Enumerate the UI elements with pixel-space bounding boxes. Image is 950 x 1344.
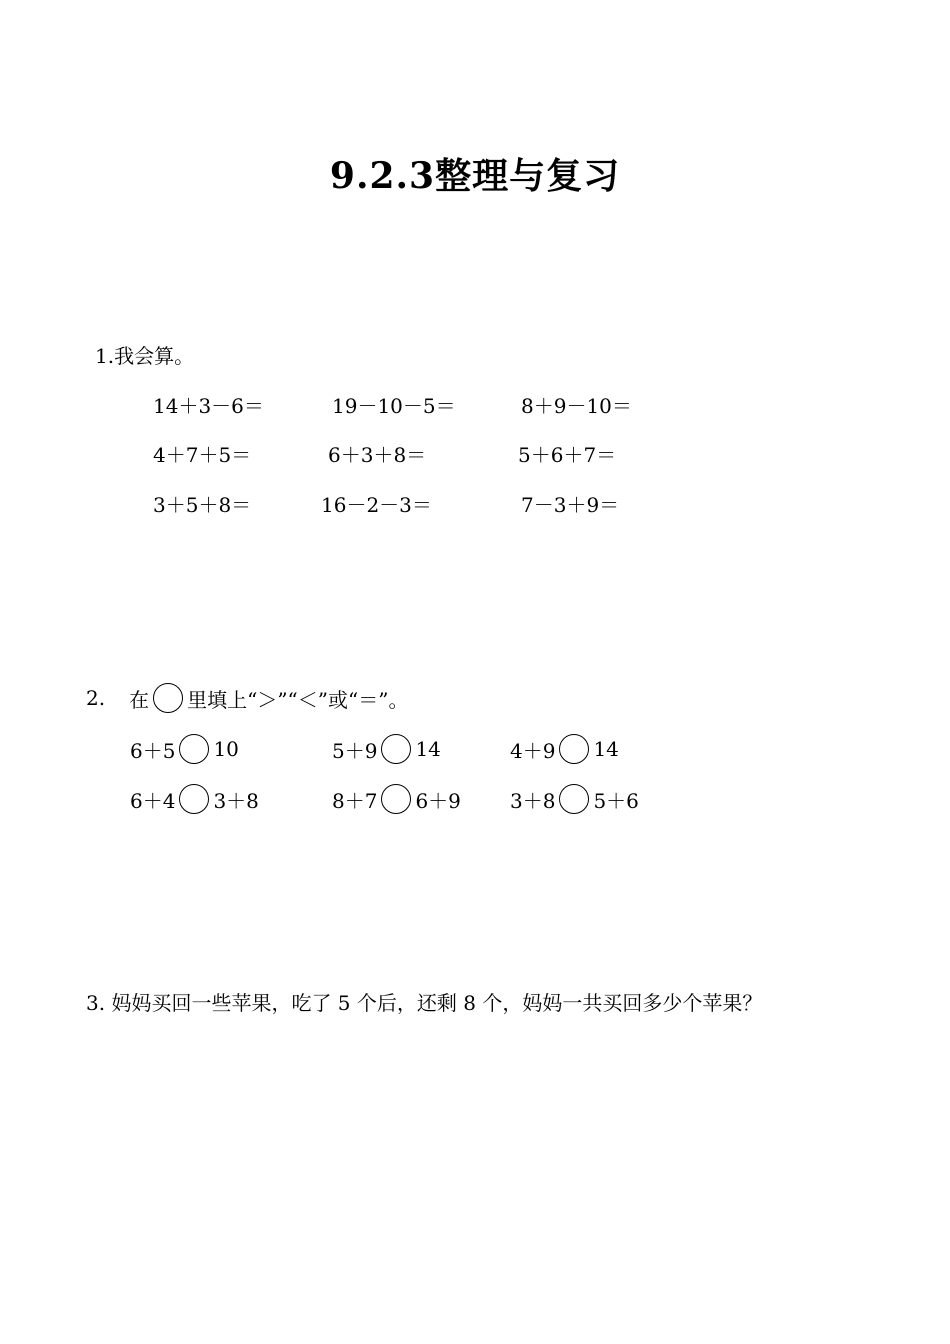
question-2-number: 2. (86, 686, 106, 710)
question-2-instruction: 里填上“＞”“＜”或“＝”。 (187, 687, 409, 712)
comparison-item (130, 782, 259, 816)
comparison-right: 14 (593, 737, 619, 761)
comparison-left: 5＋9 (332, 738, 378, 763)
comparison-left: 4＋9 (510, 738, 556, 763)
comparison-left: 6＋5 (130, 738, 176, 763)
answer-circle[interactable] (179, 734, 209, 764)
q1-expression: 14＋3－6＝ (153, 394, 264, 418)
q1-expression: 6＋3＋8＝ (328, 443, 427, 467)
answer-circle-icon (153, 683, 183, 713)
comparison-right: 10 (213, 737, 239, 761)
question-2-pre: 在 (129, 687, 150, 712)
q1-expression: 3＋5＋8＝ (153, 493, 252, 517)
question-2-heading (86, 681, 408, 715)
comparison-item (510, 732, 619, 766)
comparison-left: 6＋4 (130, 788, 176, 813)
comparison-item (510, 782, 639, 816)
question-1-heading: 1.我会算。 (95, 344, 195, 368)
q1-expression: 7－3＋9＝ (521, 493, 620, 517)
answer-circle[interactable] (381, 734, 411, 764)
comparison-right: 3＋8 (213, 788, 259, 813)
q1-expression: 16－2－3＝ (321, 493, 432, 517)
q1-expression: 8＋9－10＝ (521, 394, 632, 418)
answer-circle[interactable] (559, 734, 589, 764)
q1-expression: 4＋7＋5＝ (153, 443, 252, 467)
comparison-right: 6＋9 (415, 788, 461, 813)
comparison-item (332, 732, 441, 766)
comparison-left: 8＋7 (332, 788, 378, 813)
q1-expression: 19－10－5＝ (332, 394, 456, 418)
question-3-text: 3. 妈妈买回一些苹果，吃了 5 个后，还剩 8 个，妈妈一共买回多少个苹果？ (86, 991, 763, 1015)
answer-circle[interactable] (179, 784, 209, 814)
comparison-item (332, 782, 461, 816)
comparison-item (130, 732, 239, 766)
answer-circle[interactable] (559, 784, 589, 814)
page-title: 9.2.3整理与复习 (329, 155, 621, 197)
comparison-right: 5＋6 (593, 788, 639, 813)
comparison-right: 14 (415, 737, 441, 761)
answer-circle[interactable] (381, 784, 411, 814)
q1-expression: 5＋6＋7＝ (518, 443, 617, 467)
comparison-left: 3＋8 (510, 788, 556, 813)
